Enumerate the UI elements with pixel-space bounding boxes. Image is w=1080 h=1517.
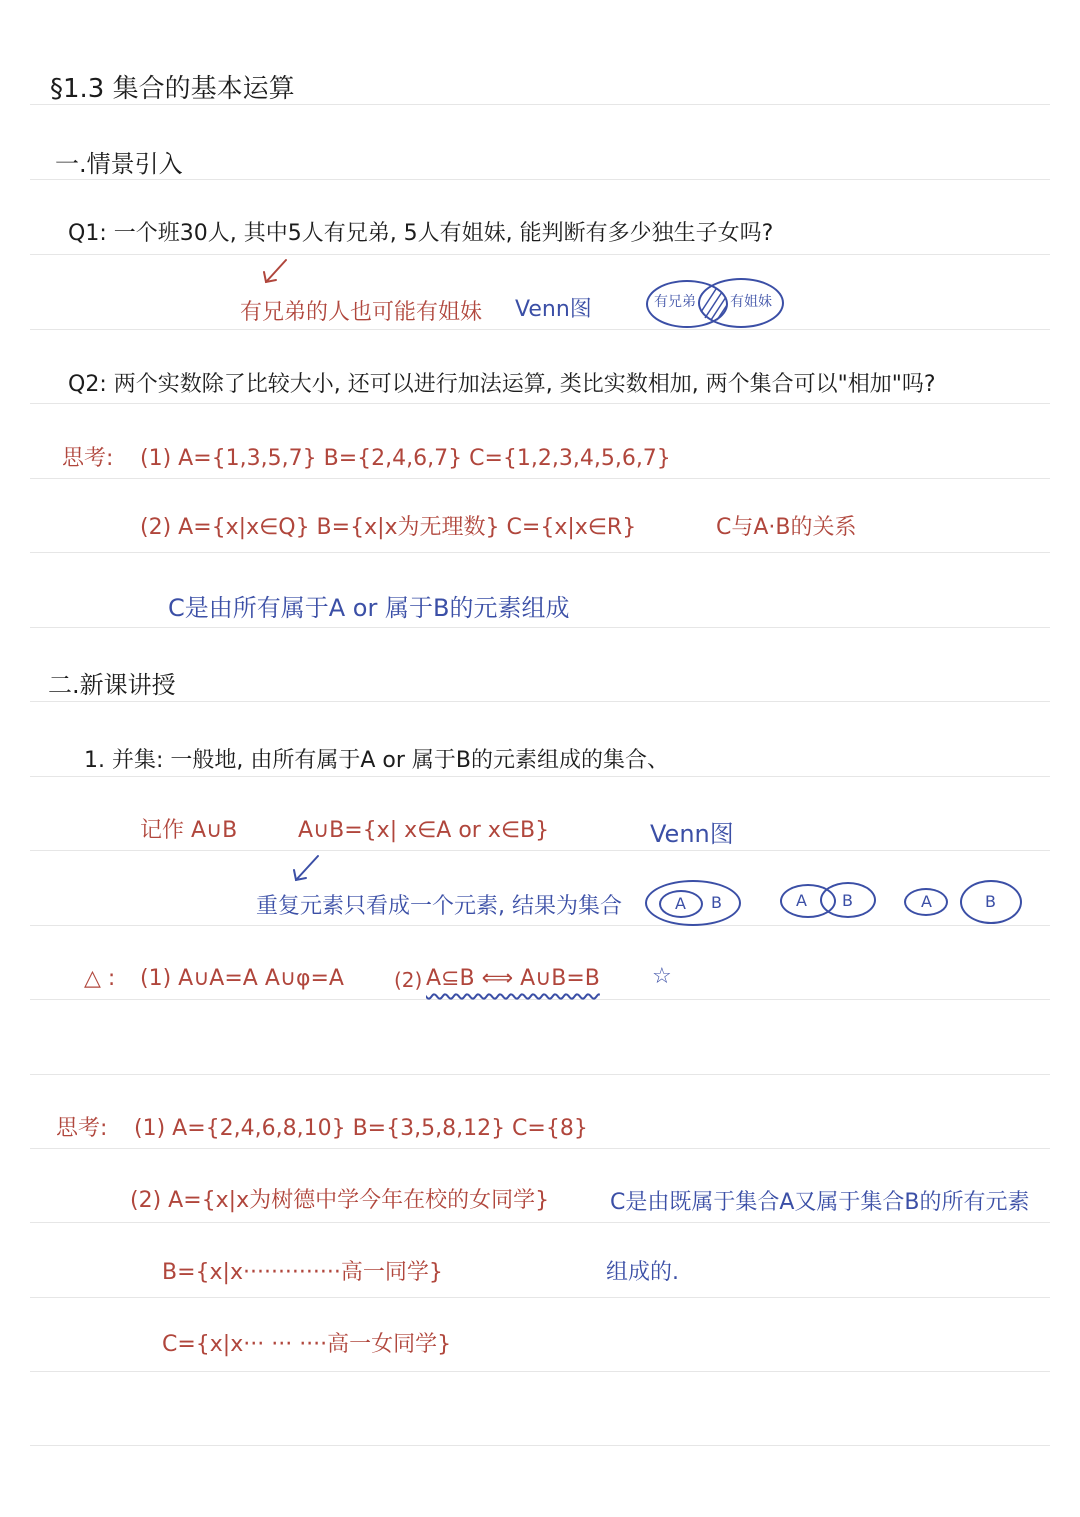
properties-label: △ : <box>84 966 116 991</box>
q1-note: 有兄弟的人也可能有姐妹 <box>240 300 483 325</box>
think-example-2: (2) A={x|x∈Q} B={x|x为无理数} C={x|x∈R} <box>140 515 637 540</box>
venn-label-a: A <box>675 894 686 913</box>
think-label-1: 思考: <box>62 446 114 471</box>
venn-label-b: B <box>985 892 996 911</box>
question-1: Q1: 一个班30人, 其中5人有兄弟, 5人有姐妹, 能判断有多少独生子女吗? <box>68 221 774 246</box>
star-icon: ☆ <box>652 964 672 989</box>
union-venn-label: Venn图 <box>650 820 734 848</box>
venn-label-a: A <box>921 892 932 911</box>
section-heading-intro: 一.情景引入 <box>55 150 183 178</box>
section-heading-new: 二.新课讲授 <box>48 671 176 699</box>
union-definition: 1. 并集: 一般地, 由所有属于A or 属于B的元素组成的集合、 <box>84 748 670 773</box>
page-title: §1.3 集合的基本运算 <box>50 74 295 104</box>
think-example-5: B={x|x··············高一同学} <box>162 1260 443 1285</box>
union-formula: A∪B={x| x∈A or x∈B} <box>298 818 550 843</box>
think-label-2: 思考: <box>56 1116 108 1141</box>
union-notation: 记作 A∪B <box>140 818 238 843</box>
think-conclusion: C是由所有属于A or 属于B的元素组成 <box>168 594 570 622</box>
property-2-number: (2) <box>394 968 423 992</box>
intersection-note: C是由既属于集合A又属于集合B的所有元素 <box>610 1190 1030 1215</box>
think-example-4: (2) A={x|x为树德中学今年在校的女同学} <box>130 1188 550 1213</box>
venn-label-brothers: 有兄弟 <box>654 294 696 310</box>
think-example-3: (1) A={2,4,6,8,10} B={3,5,8,12} C={8} <box>134 1116 588 1141</box>
intersection-note-2: 组成的. <box>606 1260 679 1285</box>
q1-venn-label: Venn图 <box>515 297 592 322</box>
venn-label-sisters: 有姐妹 <box>730 294 772 310</box>
venn-label-a: A <box>796 891 807 910</box>
arrow-icon <box>294 856 318 880</box>
think-example-6: C={x|x··· ··· ····高一女同学} <box>162 1332 452 1357</box>
venn-label-b: B <box>711 893 722 912</box>
question-2: Q2: 两个实数除了比较大小, 还可以进行加法运算, 类比实数相加, 两个集合可以"相加"吗? <box>68 372 936 397</box>
property-1: (1) A∪A=A A∪φ=A <box>140 966 344 991</box>
arrow-icon <box>264 260 286 282</box>
think-example-1: (1) A={1,3,5,7} B={2,4,6,7} C={1,2,3,4,5,6,7} <box>140 446 671 471</box>
think-example-2-note: C与A·B的关系 <box>716 515 857 540</box>
venn-label-b: B <box>842 891 853 910</box>
venn-hatch-icon <box>701 289 727 320</box>
property-2: A⊆B ⟺ A∪B=B <box>426 966 600 991</box>
union-note: 重复元素只看成一个元素, 结果为集合 <box>256 894 622 919</box>
